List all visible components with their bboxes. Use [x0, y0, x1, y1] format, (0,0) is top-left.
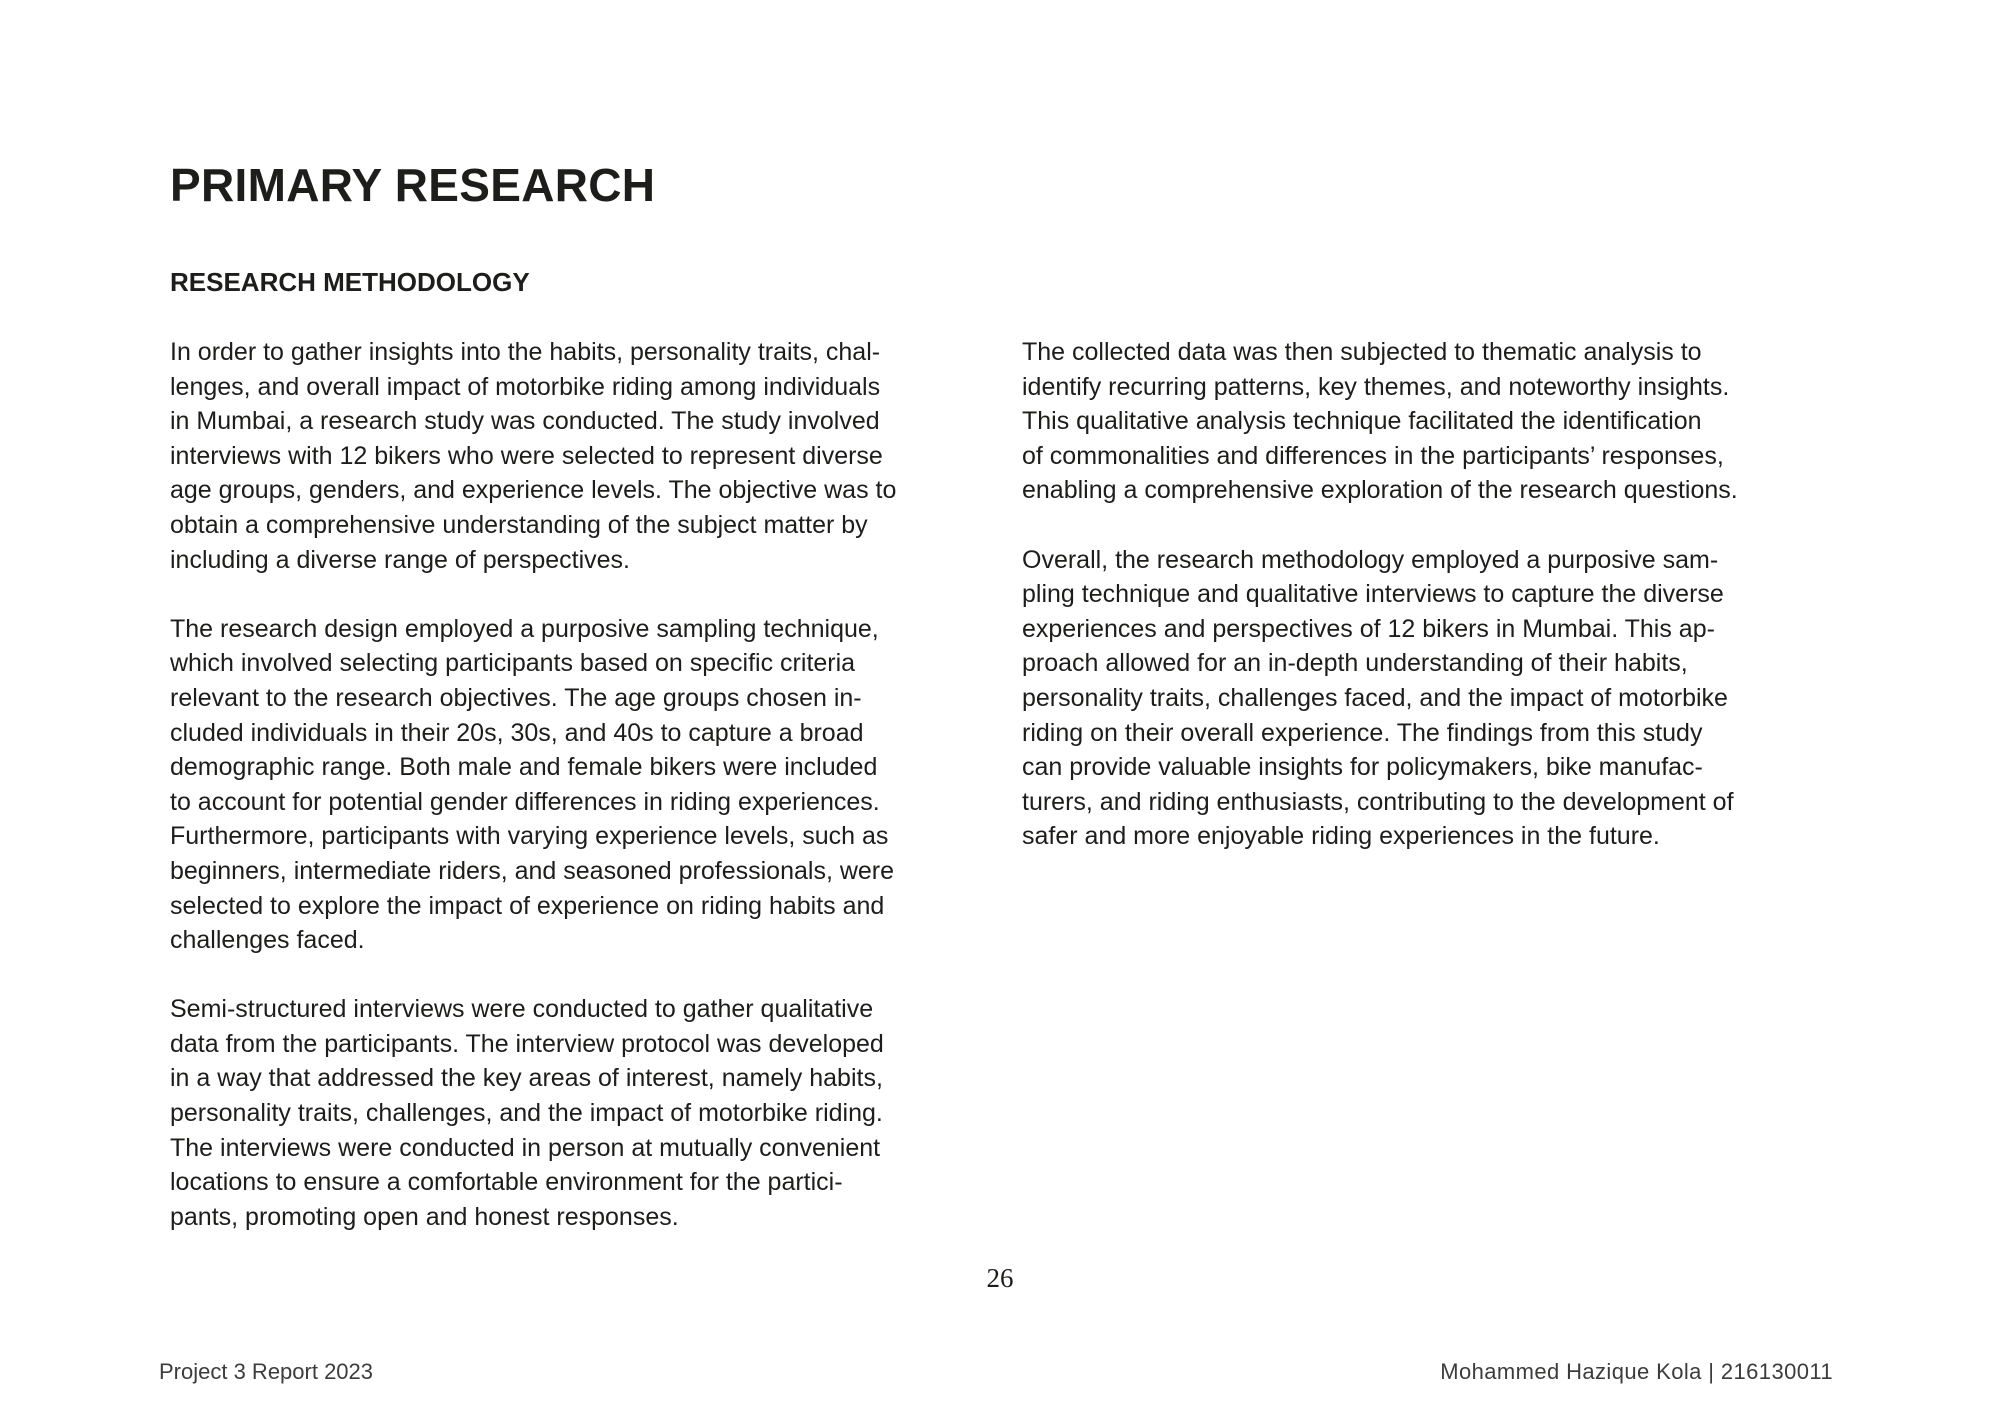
paragraph-thematic-analysis	[1022, 335, 1852, 508]
text-line: Furthermore, participants with varying experience levels, such as	[170, 822, 889, 851]
text-line: In order to gather insights into the habits, personality traits, chal-	[170, 338, 881, 366]
text-line: personality traits, challenges faced, and the impact of motorbike	[1022, 683, 1728, 712]
text-line: safer and more enjoyable riding experiences in the future.	[1022, 822, 1660, 851]
right-text-column	[1022, 335, 1852, 889]
text-line: in a way that addressed the key areas of interest, namely habits,	[170, 1064, 883, 1093]
text-line: of commonalities and differences in the participants’ responses,	[1022, 441, 1724, 470]
text-line: challenges faced.	[170, 926, 365, 955]
page-title: PRIMARY RESEARCH	[170, 159, 656, 211]
paragraph-conclusion	[1022, 543, 1852, 854]
text-line: riding on their overall experience. The findings from this study	[1022, 718, 1703, 747]
text-line: Semi-structured interviews were conducted to gather qualitative	[170, 995, 874, 1024]
text-line: data from the participants. The interview protocol was developed	[170, 1029, 884, 1058]
footer-author: Mohammed Hazique Kola | 216130011	[1440, 1359, 1833, 1384]
text-line: which involved selecting participants based on specific criteria	[170, 649, 856, 678]
text-line: identify recurring patterns, key themes, and noteworthy insights.	[1022, 372, 1730, 401]
text-line: age groups, genders, and experience levels. The objective was to	[170, 476, 897, 505]
text-line: The research design employed a purposive sampling technique,	[170, 614, 879, 643]
text-line: pling technique and qualitative interviews to capture the diverse	[1022, 580, 1724, 609]
text-line: locations to ensure a comfortable environment for the partici-	[170, 1168, 843, 1197]
text-line: lenges, and overall impact of motorbike riding among individuals	[170, 372, 881, 401]
text-line: experiences and perspectives of 12 bikers in Mumbai. This ap-	[1022, 614, 1715, 643]
text-line: proach allowed for an in-depth understanding of their habits,	[1022, 649, 1688, 678]
text-line: can provide valuable insights for policymakers, bike manufac-	[1022, 753, 1703, 782]
footer-report-title: Project 3 Report 2023	[159, 1359, 374, 1384]
text-line: to account for potential gender differences in riding experiences.	[170, 787, 880, 816]
text-line: Overall, the research methodology employed a purposive sam-	[1022, 545, 1719, 574]
text-line: relevant to the research objectives. The age groups chosen in-	[170, 683, 862, 712]
text-line: personality traits, challenges, and the impact of motorbike riding.	[170, 1099, 883, 1128]
text-line: turers, and riding enthusiasts, contributing to the development of	[1022, 787, 1734, 816]
text-line: obtain a comprehensive understanding of the subject matter by	[170, 510, 868, 539]
text-line: enabling a comprehensive exploration of the research questions.	[1022, 476, 1738, 505]
left-text-column	[170, 335, 1000, 1269]
text-line: The collected data was then subjected to thematic analysis to	[1022, 338, 1702, 366]
paragraph-intro	[170, 335, 1000, 577]
paragraph-research-design	[170, 612, 1000, 958]
page-number: 26	[986, 1263, 1014, 1293]
paragraph-interviews	[170, 992, 1000, 1234]
text-line: This qualitative analysis technique facilitated the identification	[1022, 407, 1702, 436]
text-line: beginners, intermediate riders, and seasoned professionals, were	[170, 856, 895, 885]
text-line: including a diverse range of perspectives.	[170, 545, 630, 574]
section-heading: RESEARCH METHODOLOGY	[170, 267, 530, 297]
text-line: demographic range. Both male and female bikers were included	[170, 753, 878, 782]
text-line: in Mumbai, a research study was conducted. The study involved	[170, 407, 880, 436]
text-line: The interviews were conducted in person at mutually convenient	[170, 1133, 881, 1162]
text-line: cluded individuals in their 20s, 30s, and 40s to capture a broad	[170, 718, 864, 747]
text-line: pants, promoting open and honest responses.	[170, 1202, 679, 1231]
text-line: interviews with 12 bikers who were selected to represent diverse	[170, 441, 883, 470]
text-line: selected to explore the impact of experience on riding habits and	[170, 891, 885, 920]
